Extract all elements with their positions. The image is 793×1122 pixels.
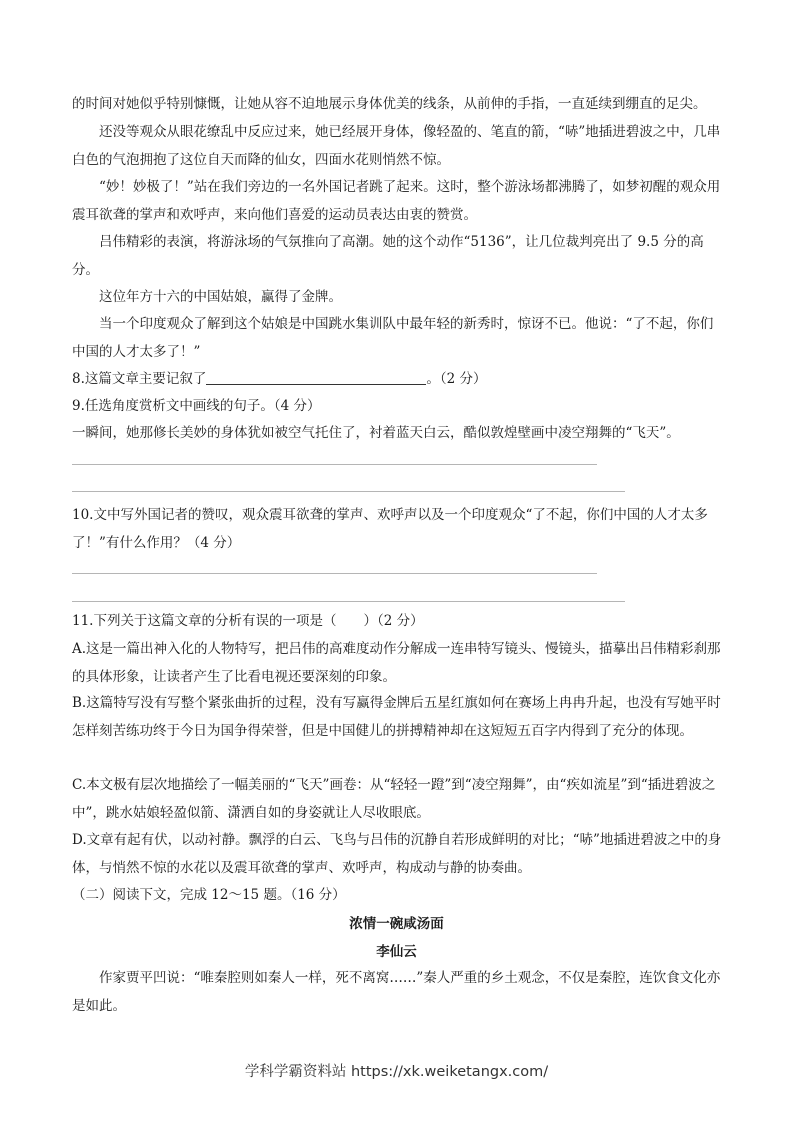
passage-paragraph: 这位年方十六的中国姑娘，赢得了金牌。 bbox=[99, 289, 342, 305]
passage-paragraph: 当一个印度观众了解到这个姑娘是中国跳水集训队中最年轻的新秀时，惊讶不已。他说：“了不起，你们中国的人才太多了！” bbox=[72, 316, 714, 360]
passage-paragraph: 还没等观众从眼花缭乱中反应过来，她已经展开身体，像轻盈的、笔直的箭，“哧”地插进碧波之中，几串白色的气泡拥抱了这位自天而降的仙女，四面水花则悄然不惊。 bbox=[72, 124, 721, 168]
article-author: 李仙云 bbox=[376, 944, 417, 960]
passage-paragraph: “妙！妙极了！”站在我们旁边的一名外国记者跳了起来。这时，整个游泳场都沸腾了，如梦初醒的观众用震耳欲聋的掌声和欢呼声，来向他们喜爱的运动员表达由衷的赞赏。 bbox=[72, 179, 721, 223]
section-heading: （二）阅读下文，完成 12～15 题。（16 分） bbox=[72, 887, 346, 903]
question-11: 11.下列关于这篇文章的分析有误的一项是（ ）（2 分） bbox=[72, 613, 424, 629]
answer-line[interactable] bbox=[72, 573, 597, 574]
article-paragraph: 作家贾平凹说：“唯秦腔则如秦人一样，死不离窝……”秦人严重的乡土观念，不仅是秦腔，连饮食文化亦是如此。 bbox=[72, 970, 721, 1014]
option-b: B.这篇特写没有写整个紧张曲折的过程，没有写赢得金牌后五星红旗如何在赛场上冉冉升起，也没有写她平时怎样刻苦练功终于今日为国争得荣誉，但是中国健儿的拼搏精神却在这短短五百字内得到了充分的体现。 bbox=[72, 695, 721, 739]
option-d: D.文章有起有伏，以动衬静。飘浮的白云、飞鸟与吕伟的沉静自若形成鲜明的对比；“哧”地插进碧波之中的身体，与悄然不惊的水花以及震耳欲聋的掌声、欢呼声，构成动与静的协奏曲。 bbox=[72, 832, 722, 876]
option-a: A.这是一篇出神入化的人物特写，把吕伟的高难度动作分解成一连串特写镜头、慢镜头，描摹出吕伟精彩刹那的具体形象，让读者产生了比看电视还要深刻的印象。 bbox=[72, 641, 721, 685]
footer-watermark: 学科学霸资料站 https://xk.weiketangx.com/ bbox=[244, 1064, 549, 1080]
passage-paragraph: 吕伟精彩的表演，将游泳场的气氛推向了高潮。她的这个动作“5136”，让几位裁判亮出了 9.5 分的高分。 bbox=[72, 234, 704, 278]
answer-blank[interactable] bbox=[206, 370, 426, 385]
answer-line[interactable] bbox=[72, 464, 597, 465]
passage-paragraph: 的时间对她似乎特别慷慨，让她从容不迫地展示身体优美的线条，从前伸的手指，一直延续到绷直的足尖。 bbox=[72, 96, 707, 112]
question-10: 10.文中写外国记者的赞叹，观众震耳欲聋的掌声、欢呼声以及一个印度观众“了不起，你们中国的人才太多了！”有什么作用？（4 分） bbox=[72, 507, 708, 551]
article-title: 浓情一碗咸汤面 bbox=[349, 916, 444, 932]
question-9: 9.任选角度赏析文中画线的句子。（4 分） bbox=[72, 398, 321, 414]
answer-line[interactable] bbox=[72, 601, 625, 602]
quoted-sentence: 一瞬间，她那修长美妙的身体犹如被空气托住了，衬着蓝天白云，酷似敦煌壁画中凌空翔舞的“飞天”。 bbox=[72, 425, 680, 441]
answer-line[interactable] bbox=[72, 491, 625, 492]
question-8: 8.这篇文章主要记叙了 。（2 分） bbox=[72, 371, 487, 387]
option-c: C.本文极有层次地描绘了一幅美丽的“飞天”画卷：从“轻轻一蹬”到“凌空翔舞”，由“疾如流星”到“插进碧波之中”，跳水姑娘轻盈似箭、潇洒自如的身姿就让人尽收眼底。 bbox=[72, 777, 716, 821]
